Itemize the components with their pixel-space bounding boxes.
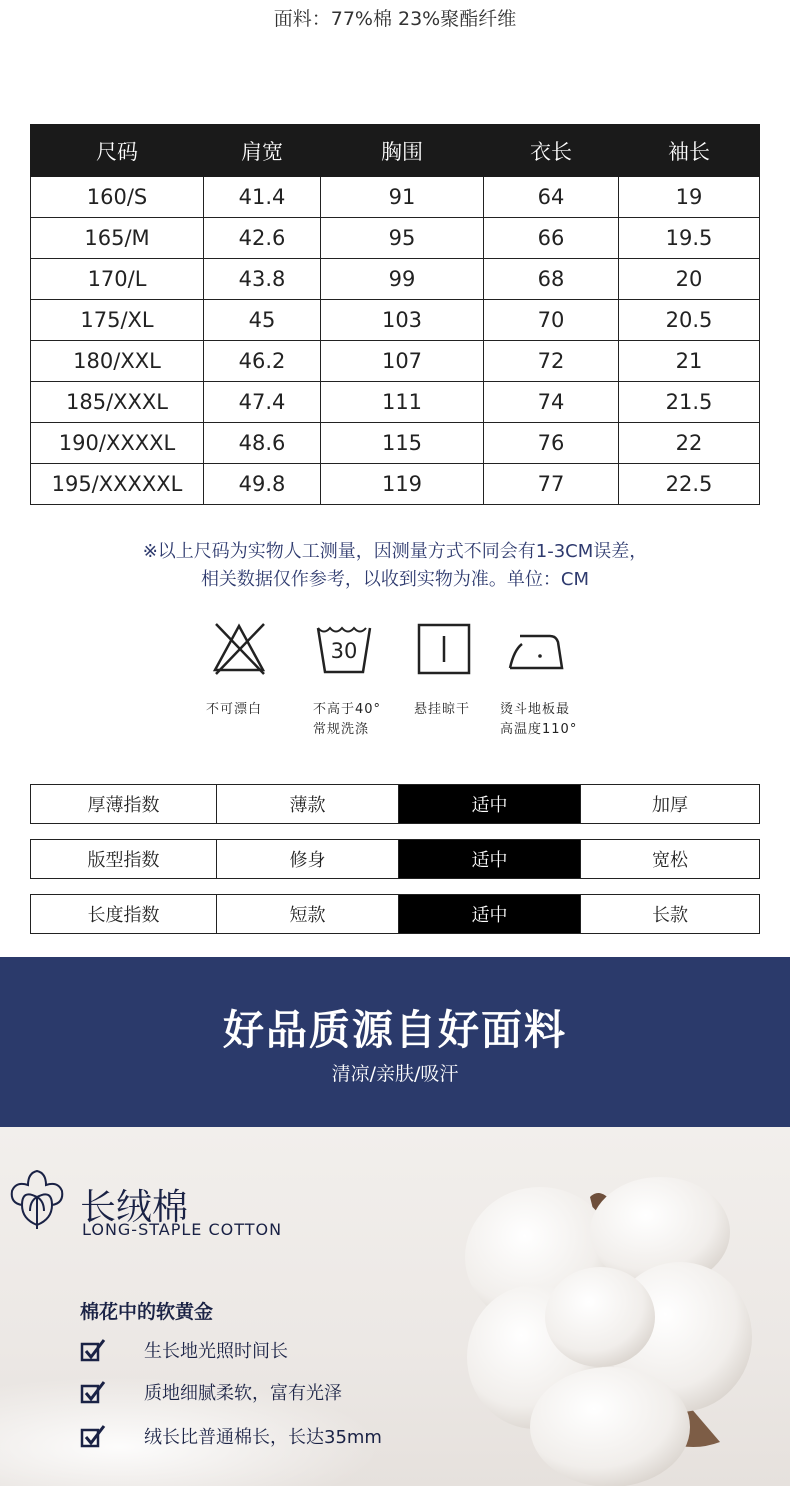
care-wash-label-2: 常规洗涤 [313,722,370,737]
size-cell: 77 [484,464,619,505]
size-row [31,423,760,464]
care-hang-dry-label: 悬挂晾干 [414,702,471,717]
checkbox-icon [80,1424,106,1448]
care-iron-label-1: 烫斗地板最 [500,702,571,717]
fit-index [30,839,760,879]
size-table-body [31,177,760,505]
size-cell: 160/S [31,177,204,218]
checkbox-icon [80,1380,106,1404]
size-cell: 72 [484,341,619,382]
cotton-logo-icon [8,1167,66,1233]
header-size: 尺码 [31,125,204,177]
size-cell: 111 [321,382,484,423]
quality-banner [0,957,790,1127]
size-cell: 19 [619,177,760,218]
size-cell: 42.6 [204,218,321,259]
index-label: 版型指数 [87,850,160,871]
size-cell: 21.5 [619,382,760,423]
size-cell: 64 [484,177,619,218]
feature-item [80,1423,382,1449]
size-cell: 103 [321,300,484,341]
cotton-section [0,1127,790,1486]
index-option-selected: 适中 [398,895,580,933]
size-cell: 43.8 [204,259,321,300]
care-hang-dry [414,620,472,720]
measurement-note [0,538,790,594]
header-shoulder: 肩宽 [204,125,321,177]
size-row [31,177,760,218]
index-option-selected: 适中 [398,785,580,823]
banner-title: 好品质源自好面料 [223,1006,567,1054]
size-cell: 49.8 [204,464,321,505]
size-cell: 20 [619,259,760,300]
size-cell: 185/XXXL [31,382,204,423]
size-cell: 68 [484,259,619,300]
wash-30-icon [315,620,373,676]
size-cell: 95 [321,218,484,259]
index-option: 长款 [580,895,759,933]
care-instructions [0,620,790,750]
care-wash-30 [313,620,381,740]
feature-text: 绒长比普通棉长，长达35mm [144,1427,382,1448]
size-cell: 22 [619,423,760,464]
header-length: 衣长 [484,125,619,177]
care-no-bleach [206,620,268,720]
index-option: 薄款 [216,785,398,823]
size-cell: 190/XXXXL [31,423,204,464]
header-sleeve: 袖长 [619,125,760,177]
size-row [31,259,760,300]
no-bleach-icon [210,620,268,676]
size-cell: 99 [321,259,484,300]
header-chest: 胸围 [321,125,484,177]
index-option-selected: 适中 [398,840,580,878]
size-cell: 21 [619,341,760,382]
size-cell: 46.2 [204,341,321,382]
size-cell: 48.6 [204,423,321,464]
cotton-title: 长绒棉 [80,1187,189,1228]
size-cell: 19.5 [619,218,760,259]
size-cell: 41.4 [204,177,321,218]
size-table [30,124,760,505]
note-line-2: 相关数据仅作参考，以收到实物为准。单位：CM [200,569,590,590]
feature-item [80,1337,288,1363]
size-cell: 45 [204,300,321,341]
length-index [30,894,760,934]
feature-text: 生长地光照时间长 [144,1341,288,1362]
size-cell: 20.5 [619,300,760,341]
wash-temp-text: 30 [330,639,358,663]
size-row [31,300,760,341]
size-cell: 175/XL [31,300,204,341]
index-option: 短款 [216,895,398,933]
size-cell: 91 [321,177,484,218]
size-cell: 119 [321,464,484,505]
cotton-subtitle: LONG-STAPLE COTTON [82,1220,283,1239]
size-row [31,218,760,259]
size-row [31,341,760,382]
size-row [31,464,760,505]
size-cell: 107 [321,341,484,382]
hang-dry-icon [414,620,472,676]
size-cell: 165/M [31,218,204,259]
banner-subtitle: 清凉/亲肤/吸汗 [331,1063,459,1085]
index-option: 加厚 [580,785,759,823]
size-cell: 170/L [31,259,204,300]
feature-item [80,1379,342,1405]
care-no-bleach-label: 不可漂白 [206,702,263,717]
index-option: 修身 [216,840,398,878]
size-cell: 74 [484,382,619,423]
thickness-index [30,784,760,824]
size-table-header [31,125,760,177]
checkbox-icon [80,1338,106,1362]
size-row [31,382,760,423]
index-option: 宽松 [580,840,759,878]
size-cell: 115 [321,423,484,464]
note-line-1: ※以上尺码为实物人工测量，因测量方式不同会有1-3CM误差， [142,541,648,562]
size-cell: 195/XXXXXL [31,464,204,505]
size-cell: 76 [484,423,619,464]
index-label: 厚薄指数 [87,795,160,816]
cotton-heading: 棉花中的软黄金 [80,1301,214,1323]
size-cell: 66 [484,218,619,259]
size-cell: 47.4 [204,382,321,423]
iron-icon [500,620,566,676]
care-wash-label-1: 不高于40° [313,702,382,717]
index-label: 长度指数 [87,905,160,926]
feature-text: 质地细腻柔软，富有光泽 [144,1383,342,1404]
care-iron-label-2: 高温度110° [500,722,578,737]
care-iron [500,620,577,740]
size-cell: 180/XXL [31,341,204,382]
fabric-composition: 面料：77%棉 23%聚酯纤维 [273,8,517,30]
size-cell: 70 [484,300,619,341]
size-cell: 22.5 [619,464,760,505]
